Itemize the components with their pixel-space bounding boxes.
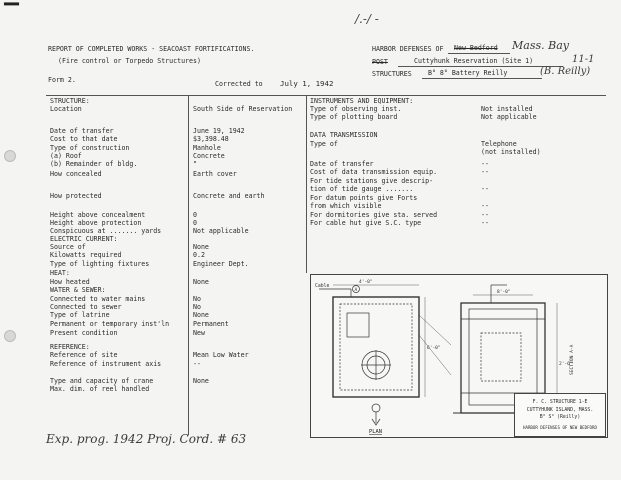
- corrected-date: July 1, 1942: [280, 79, 334, 88]
- row-value: No: [193, 295, 201, 303]
- row-value: $3,398.48: [193, 135, 229, 143]
- row-label: How heated: [50, 278, 90, 286]
- row-value: Mean Low Water: [193, 351, 249, 359]
- row-label: Reference of instrument axis: [50, 360, 162, 368]
- row-value: Earth cover: [193, 170, 237, 178]
- row-label: Type and capacity of crane: [50, 377, 154, 385]
- structures-handwriting: (B. Reilly): [540, 66, 591, 77]
- row-value: 0: [193, 211, 197, 219]
- row-label: For dormitories give sta. served: [310, 211, 438, 219]
- row-value: Concrete and earth: [193, 192, 265, 200]
- row-label: How concealed: [50, 170, 102, 178]
- center-column-divider: [306, 95, 307, 273]
- row-label: Type of construction: [50, 144, 130, 152]
- post-label: POST: [372, 58, 388, 66]
- title-block-line3: B° S° (Reilly): [539, 415, 581, 420]
- row-value: --: [481, 160, 489, 168]
- row-label: ELECTRIC CURRENT:: [50, 235, 118, 243]
- punch-hole-bottom: [4, 330, 16, 342]
- post-handwriting: 11-1: [572, 54, 595, 65]
- row-label: Height above concealment: [50, 211, 146, 219]
- section-marker-a: A: [354, 288, 358, 293]
- row-value: 0.2: [193, 251, 205, 259]
- row-value: Not applicable: [193, 227, 249, 235]
- structures-value: B° 8° Battery Reilly: [428, 69, 508, 77]
- structure-drawing: [310, 274, 608, 438]
- row-value: --: [481, 211, 489, 219]
- post-value: Cuttyhunk Reservation (Site 1): [414, 57, 534, 65]
- row-label: Type of plotting board: [310, 113, 398, 121]
- row-label: HEAT:: [50, 269, 70, 277]
- row-label: Date of transfer: [50, 127, 114, 135]
- corrected-label: Corrected to: [215, 80, 263, 88]
- row-value: Not applicable: [481, 113, 537, 121]
- row-value: None: [193, 377, 209, 385]
- row-value: South Side of Reservation: [193, 105, 293, 113]
- dim-c: 8'-0": [497, 290, 511, 295]
- row-value: None: [193, 243, 209, 251]
- row-value: 0: [193, 219, 197, 227]
- section-label: SECTION A-A: [570, 344, 575, 375]
- row-value: --: [481, 168, 489, 176]
- row-value: Manhole: [193, 144, 221, 152]
- title-block-line1: F. C. STRUCTURE 1-E: [532, 400, 588, 405]
- row-label: Permanent or temporary inst'ln: [50, 320, 170, 328]
- row-label: from which visible: [310, 202, 382, 210]
- row-label: Type of latrine: [50, 311, 110, 319]
- row-value: None: [193, 278, 209, 286]
- row-value: --: [481, 202, 489, 210]
- form-label: Form 2.: [48, 76, 76, 84]
- drawing-title-block: [514, 393, 606, 437]
- row-label: STRUCTURE:: [50, 97, 90, 105]
- row-label: For datum points give Forts: [310, 194, 418, 202]
- row-label: Date of transfer: [310, 160, 374, 168]
- row-value: --: [193, 360, 201, 368]
- row-value: Engineer Dept.: [193, 260, 249, 268]
- row-label: Kilowatts required: [50, 251, 122, 259]
- left-column-divider: [188, 95, 189, 435]
- row-value: Not installed: [481, 105, 533, 113]
- row-label: Location: [50, 105, 82, 113]
- row-label: Reference of site: [50, 351, 118, 359]
- row-value: --: [481, 219, 489, 227]
- row-value: New: [193, 329, 205, 337]
- row-value: --: [481, 185, 489, 193]
- row-label: Max. dim. of reel handled: [50, 385, 150, 393]
- row-label: INSTRUMENTS AND EQUIPMENT:: [310, 97, 414, 105]
- row-value: Telephone: [481, 140, 517, 148]
- dim-b: 6'-0": [427, 346, 441, 351]
- row-label: How protected: [50, 192, 102, 200]
- row-label: Type of observing inst.: [310, 105, 402, 113]
- dim-a: 4'-0": [359, 280, 373, 285]
- row-label: Source of: [50, 243, 86, 251]
- footer-handwriting: Exp. prog. 1942 Proj. Cord. # 63: [46, 432, 247, 446]
- structures-label: STRUCTURES: [372, 70, 412, 78]
- harbor-label: HARBOR DEFENSES OF: [372, 45, 444, 53]
- row-value: Concrete: [193, 152, 225, 160]
- cable-label: Cable: [315, 284, 330, 289]
- row-label: Conspicuous at ....... yards: [50, 227, 162, 235]
- row-label: For tide stations give descrip-: [310, 177, 434, 185]
- row-label: Present condition: [50, 329, 118, 337]
- row-label: Cost to that date: [50, 135, 118, 143]
- title-block-line4: HARBOR DEFENSES OF NEW BEDFORD: [523, 425, 597, 430]
- row-label: Connected to sewer: [50, 303, 122, 311]
- top-handwriting: /.-/ -: [355, 12, 379, 26]
- row-label: tion of tide gauge .......: [310, 185, 414, 193]
- row-label: Cost of data transmission equip.: [310, 168, 438, 176]
- row-value: No: [193, 303, 201, 311]
- harbor-value: New Bedford: [454, 44, 498, 52]
- row-label: (a) Roof: [50, 152, 82, 160]
- harbor-handwriting: Mass. Bay: [512, 39, 569, 52]
- row-label: For cable hut give S.C. type: [310, 219, 422, 227]
- row-label: (b) Remainder of bldg.: [50, 160, 138, 168]
- row-label: Type of: [310, 140, 338, 148]
- report-title: REPORT OF COMPLETED WORKS - SEACOAST FORTIFICATIONS.: [48, 45, 255, 53]
- report-subtitle: (Fire control or Torpedo Structures): [58, 57, 201, 65]
- punch-hole-top: [4, 150, 16, 162]
- row-value: June 19, 1942: [193, 127, 245, 135]
- title-block-line2: CUTTYHUNK ISLAND, MASS.: [526, 408, 594, 413]
- header-rule: [46, 95, 606, 96]
- row-label: Connected to water mains: [50, 295, 146, 303]
- row-value: ": [193, 160, 197, 168]
- dim-d: 2'-6": [559, 362, 573, 367]
- row-value: None: [193, 311, 209, 319]
- row-label: WATER & SEWER:: [50, 286, 106, 294]
- row-value: Permanent: [193, 320, 229, 328]
- row-label: Type of lighting fixtures: [50, 260, 150, 268]
- row-label: DATA TRANSMISSION: [310, 131, 378, 139]
- row-value: (not installed): [481, 148, 541, 156]
- row-label: REFERENCE:: [50, 343, 90, 351]
- plan-label: PLAN: [369, 429, 382, 435]
- scan-mark: ▀▀▀▀▀: [4, 3, 20, 9]
- row-label: Height above protection: [50, 219, 142, 227]
